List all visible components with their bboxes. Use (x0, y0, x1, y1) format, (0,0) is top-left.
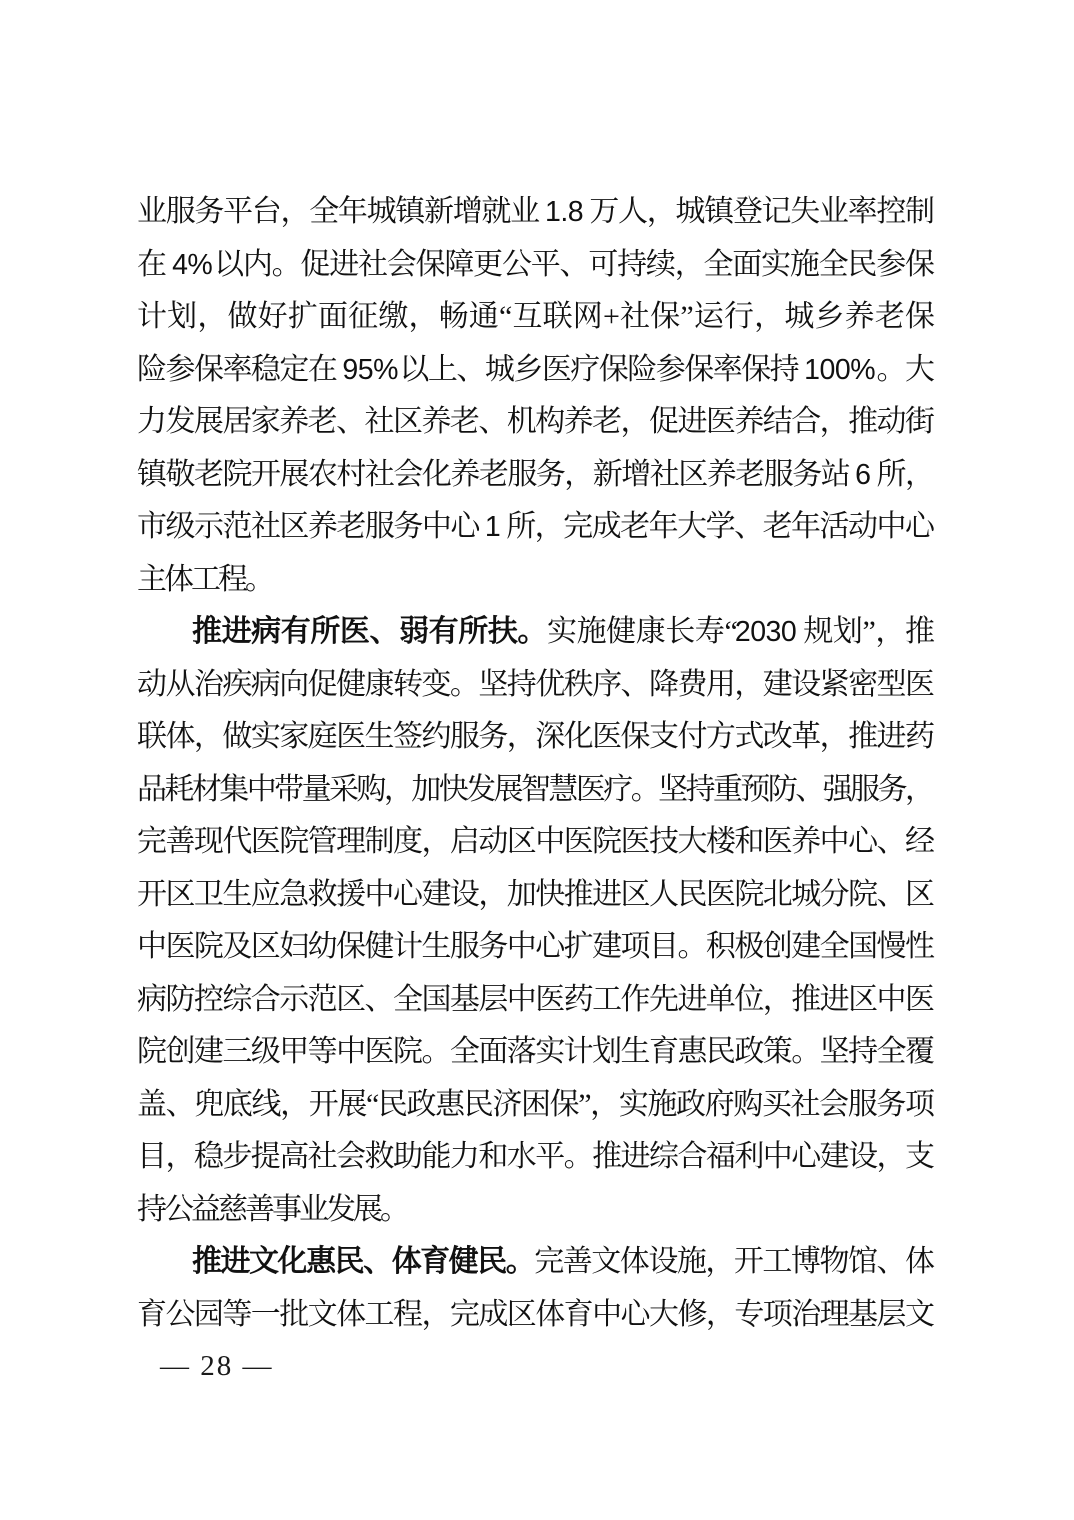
text-line: 动从治疾病向促健康转变。坚持优秩序、降费用，建设紧密型医 (137, 667, 932, 701)
text-line: 盖、兜底线，开展“民政惠民济困保”，实施政府购买社会服务项 (137, 1087, 932, 1121)
text-line: 力发展居家养老、社区养老、机构养老，促进医养结合，推动街 (137, 405, 932, 438)
text-line: 计划，做好扩面征缴，畅通“互联网+社保”运行，城乡养老保 (137, 300, 932, 333)
paragraph-lead: 推进病有所医、弱有所扶。 (192, 615, 548, 648)
text-line: 院创建三级甲等中医院。全面落实计划生育惠民政策。坚持全覆 (137, 1035, 932, 1068)
text-span: 实施健康长寿“2030 规划”，推 (547, 615, 932, 648)
text-span: 完善文体设施，开工博物馆、体 (534, 1245, 933, 1278)
text-line: 联体，做实家庭医生签约服务，深化医保支付方式改革，推进药 (137, 720, 932, 753)
text-line (137, 1236, 932, 1289)
text-line: 病防控综合示范区、全国基层中医药工作先进单位，推进区中医 (137, 982, 932, 1016)
text-line: 品耗材集中带量采购，加快发展智慧医疗。坚持重预防、强服务， (137, 772, 932, 806)
body-text (137, 186, 932, 1341)
text-line: 开区卫生应急救援中心建设，加快推进区人民医院北城分院、区 (137, 877, 932, 911)
text-line: 中医院及区妇幼保健计生服务中心扩建项目。积极创建全国慢性 (137, 930, 932, 963)
paragraph-lead: 推进文化惠民、体育健民。 (192, 1245, 535, 1278)
text-line: 育公园等一批文体工程，完成区体育中心大修，专项治理基层文 (137, 1297, 932, 1331)
text-line: 市级示范社区养老服务中心 1 所，完成老年大学、老年活动中心 (137, 510, 933, 543)
text-line: 险参保率稳定在 95%以上、城乡医疗保险参保率保持 100%。大 (137, 352, 933, 386)
text-line: 完善现代医院管理制度，启动区中医院医技大楼和医养中心、经 (137, 825, 932, 858)
text-line: 主体工程。 (137, 562, 272, 596)
text-line: 在 4%以内。促进社会保障更公平、可持续，全面实施全民参保 (137, 247, 932, 281)
page-number: — 28 — (160, 1350, 274, 1382)
text-line: 业服务平台，全年城镇新增就业 1.8 万人，城镇登记失业率控制 (137, 195, 933, 228)
text-line: 目，稳步提高社会救助能力和水平。推进综合福利中心建设，支 (137, 1140, 932, 1173)
text-line (137, 606, 932, 659)
text-line: 镇敬老院开展农村社会化养老服务，新增社区养老服务站 6 所， (137, 457, 933, 491)
text-line: 持公益慈善事业发展。 (137, 1192, 407, 1226)
